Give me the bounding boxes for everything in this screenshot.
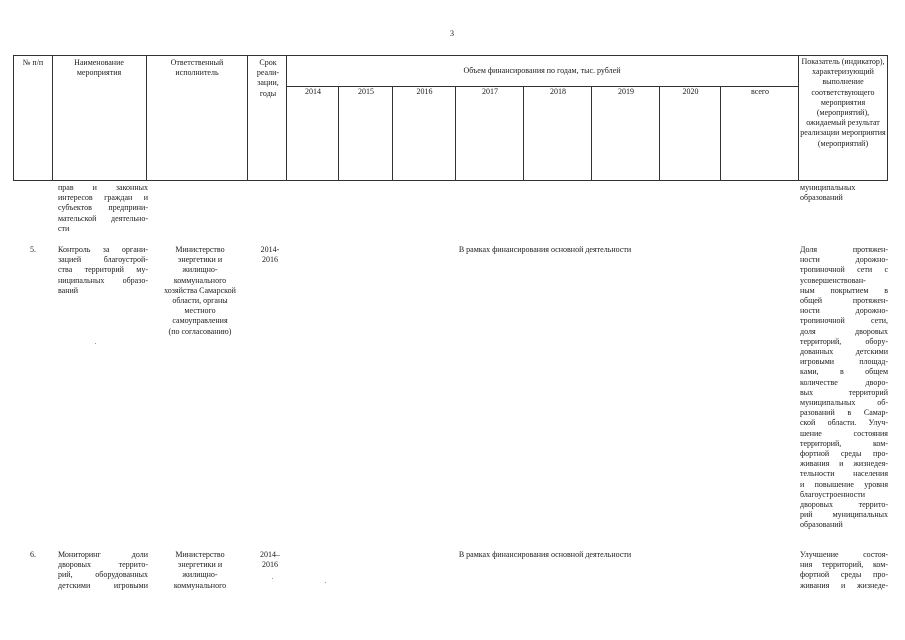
header-col-executor: Ответственный исполнитель (170, 58, 224, 78)
row-term: 2014– 2016 (260, 550, 280, 570)
row-number: 5. (30, 245, 36, 254)
header-year-2020: 2020 (682, 87, 699, 96)
row-executor: Министерство энергетики и жилищно- коммунального хозяйства Самарской области, органы местного самоуправления (по согласованию) (164, 245, 236, 336)
header-col-num: № п/п (22, 58, 44, 67)
row-financing: В рамках финансирования основной деятельности (458, 550, 632, 559)
row-indicator: Доля протяжен- ности дорожно- тропиночной сети с усовершенствован- ным покрытием в общей протяжен- ности дорожно- тропиночной сети, доля дворовых территорий, обору- дованных детскими игровыми площад- ками, в общем количестве дворо- вых территорий муниципальных об- разований в Самар- ской области. Улуч- шение состояния территорий, ком- фортной среды про- живания и жизнедея- тельности населения и повышение уровня благоустроенности дворовых террито- рий муниципальных образований (800, 245, 888, 530)
header-year-total: всего (750, 87, 769, 96)
row-name: Контроль за органи- зацией благоустрой- ства территорий му- ниципальных образо- ваний (58, 245, 148, 295)
header-col-indicator: Показатель (индикатор), характеризующий выполнение соответствующего мероприятия (мероприятий), ожидаемый результат реализации мероприятия (мероприятий) (800, 57, 886, 148)
row-financing: В рамках финансирования основной деятельности (458, 245, 632, 254)
continuation-indicator: муниципальных образований (800, 183, 856, 203)
header-year-2015: 2015 (358, 87, 374, 96)
row-executor: Министерство энергетики и жилищно- коммунального (173, 550, 227, 590)
header-col-name: Наименование мероприятия (74, 58, 124, 78)
header-year-2018: 2018 (550, 87, 566, 96)
scan-speck (95, 343, 96, 344)
page-number: 3 (450, 29, 454, 38)
continuation-name: прав и законных интересов граждан и субъектов предприни- мательской деятельно- сти (58, 183, 148, 233)
row-indicator: Улучшение состоя- ния территорий, ком- фортной среды про- живания и жизнеде- (800, 550, 888, 590)
row-term: 2014- 2016 (260, 245, 280, 265)
header-year-2019: 2019 (618, 87, 634, 96)
row-number: 6. (30, 550, 36, 559)
scan-speck (272, 578, 273, 579)
header-year-2017: 2017 (482, 87, 498, 96)
header-year-2014: 2014 (305, 87, 321, 96)
header-col-term: Срок реали-зации, годы (256, 58, 280, 98)
header-col-financing: Объем финансирования по годам, тыс. рублей (463, 66, 621, 75)
header-year-2016: 2016 (416, 87, 433, 96)
row-name: Мониторинг доли дворовых террито- рий, оборудованных детскими игровыми (58, 550, 148, 590)
scan-speck (325, 582, 326, 583)
